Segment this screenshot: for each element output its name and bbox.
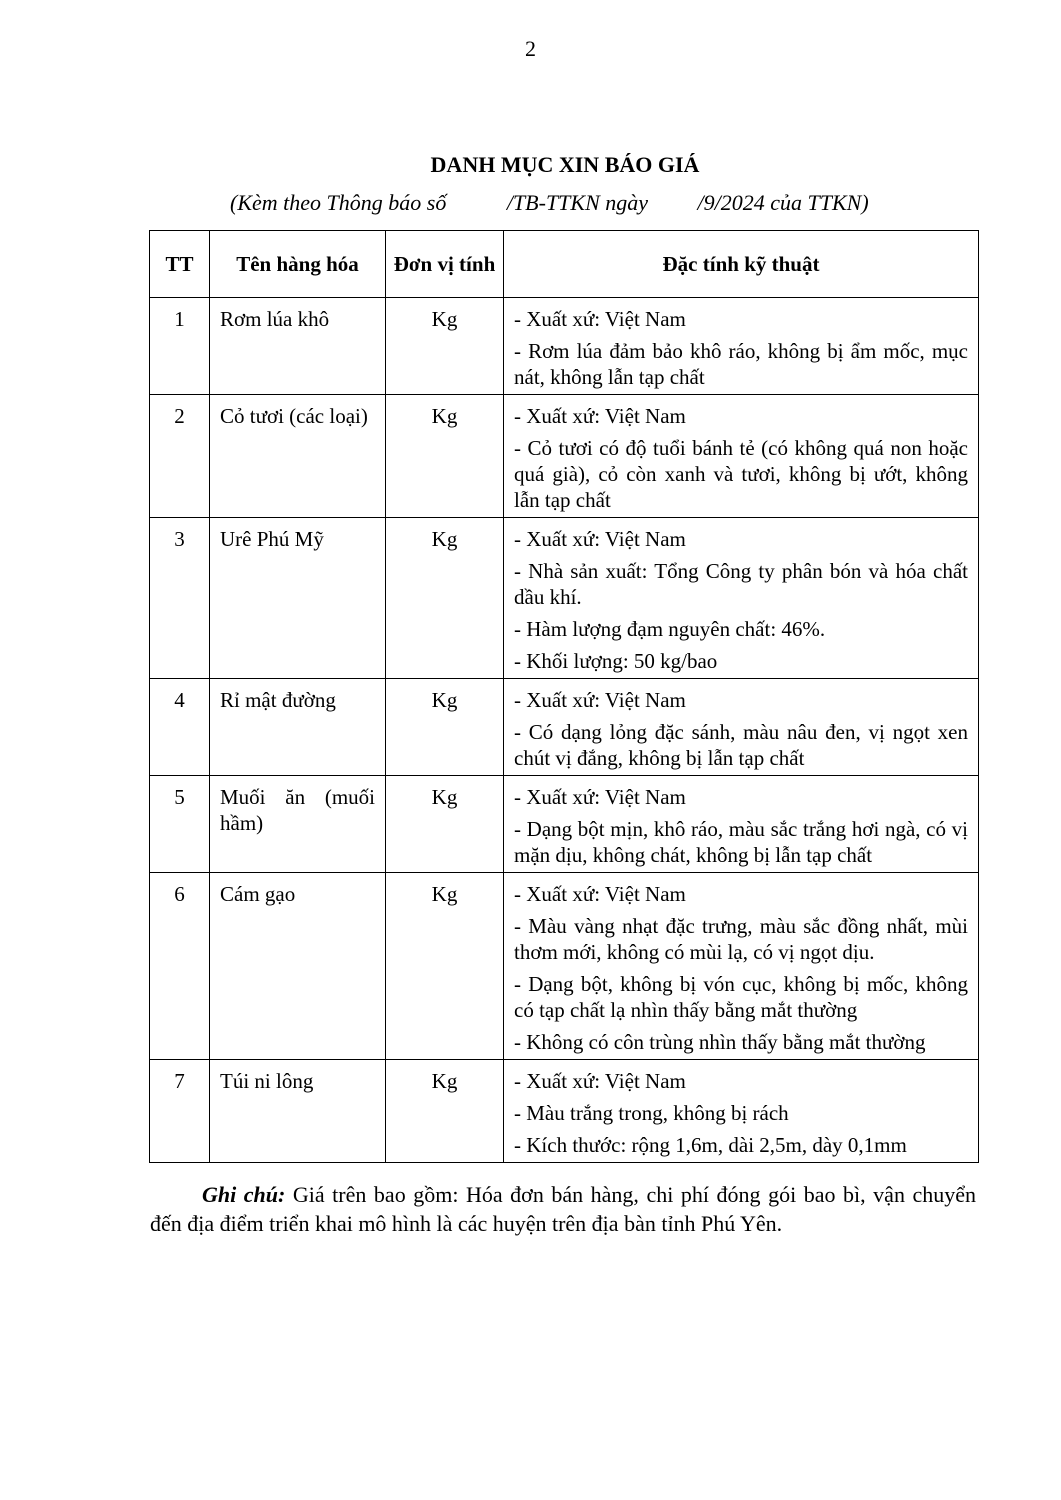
- table-row: [150, 518, 979, 679]
- item-name: Rơm lúa khô: [210, 298, 386, 395]
- item-unit: Kg: [386, 298, 504, 395]
- spec-line: - Nhà sản xuất: Tổng Công ty phân bón và hóa chất dầu khí.: [514, 559, 968, 609]
- header-tt: TT: [150, 231, 210, 298]
- document-subtitle: (Kèm theo Thông báo số /TB-TTKN ngày /9/2024 của TTKN): [230, 190, 869, 215]
- table-row: [150, 395, 979, 518]
- item-unit: Kg: [386, 776, 504, 873]
- spec-line: - Cỏ tươi có độ tuổi bánh tẻ (có không quá non hoặc quá già), cỏ còn xanh và tươi, không bị ướt, không lẫn tạp chất: [514, 436, 968, 512]
- spec-line: - Xuất xứ: Việt Nam: [514, 785, 686, 809]
- spec-line: - Hàm lượng đạm nguyên chất: 46%.: [514, 617, 826, 641]
- spec-line: - Dạng bột, không bị vón cục, không bị mốc, không có tạp chất lạ nhìn thấy bằng mắt thường: [514, 972, 968, 1022]
- table-row: [150, 298, 979, 395]
- footnote-text: Giá trên bao gồm: Hóa đơn bán hàng, chi phí đóng gói bao bì, vận chuyển đến địa điểm triển khai mô hình là các huyện trên địa bàn tỉnh Phú Yên.: [150, 1182, 977, 1236]
- row-number: 6: [150, 873, 210, 1060]
- spec-line: - Xuất xứ: Việt Nam: [514, 527, 686, 551]
- row-number: 2: [150, 395, 210, 518]
- item-specs: [504, 873, 979, 1060]
- document-title: DANH MỤC XIN BÁO GIÁ: [430, 152, 700, 177]
- header-name: Tên hàng hóa: [210, 231, 386, 298]
- spec-line: - Dạng bột mịn, khô ráo, màu sắc trắng hơi ngà, có vị mặn dịu, không chát, không bị lẫn tạp chất: [514, 817, 968, 867]
- row-number: 5: [150, 776, 210, 873]
- spec-line: - Xuất xứ: Việt Nam: [514, 307, 686, 331]
- table-row: [150, 1060, 979, 1163]
- item-unit: Kg: [386, 873, 504, 1060]
- spec-line: - Xuất xứ: Việt Nam: [514, 882, 686, 906]
- item-unit: Kg: [386, 518, 504, 679]
- item-specs: [504, 395, 979, 518]
- item-name: Cám gạo: [210, 873, 386, 1060]
- item-specs: [504, 298, 979, 395]
- table-row: [150, 776, 979, 873]
- item-specs: [504, 776, 979, 873]
- spec-line: - Rơm lúa đảm bảo khô ráo, không bị ẩm mốc, mục nát, không lẫn tạp chất: [514, 339, 968, 389]
- footnote-label: Ghi chú:: [202, 1182, 286, 1207]
- item-specs: [504, 679, 979, 776]
- item-name: Rỉ mật đường: [210, 679, 386, 776]
- spec-line: - Có dạng lỏng đặc sánh, màu nâu đen, vị ngọt xen chút vị đắng, không bị lẫn tạp chất: [514, 720, 968, 770]
- spec-line: - Không có côn trùng nhìn thấy bằng mắt thường: [514, 1030, 926, 1054]
- row-number: 7: [150, 1060, 210, 1163]
- spec-line: - Xuất xứ: Việt Nam: [514, 404, 686, 428]
- spec-line: - Khối lượng: 50 kg/bao: [514, 649, 718, 673]
- footnote: [150, 1180, 976, 1238]
- spec-line: - Màu vàng nhạt đặc trưng, màu sắc đồng nhất, mùi thơm mới, không có mùi lạ, có vị ngọt dịu.: [514, 914, 968, 964]
- row-number: 3: [150, 518, 210, 679]
- spec-line: - Xuất xứ: Việt Nam: [514, 688, 686, 712]
- price-list-table: [149, 230, 979, 1163]
- item-name: Muối ăn (muối hầm): [210, 776, 386, 873]
- spec-line: - Màu trắng trong, không bị rách: [514, 1101, 789, 1125]
- item-unit: Kg: [386, 1060, 504, 1163]
- header-spec: Đặc tính kỹ thuật: [504, 231, 979, 298]
- header-unit: Đơn vị tính: [386, 231, 504, 298]
- item-unit: Kg: [386, 679, 504, 776]
- item-specs: [504, 518, 979, 679]
- item-specs: [504, 1060, 979, 1163]
- item-name: Cỏ tươi (các loại): [210, 395, 386, 518]
- item-name: Túi ni lông: [210, 1060, 386, 1163]
- item-unit: Kg: [386, 395, 504, 518]
- page-number: 2: [525, 36, 536, 61]
- table-row: [150, 679, 979, 776]
- table-body: [150, 298, 979, 1163]
- spec-line: - Xuất xứ: Việt Nam: [514, 1069, 686, 1093]
- item-name: Urê Phú Mỹ: [210, 518, 386, 679]
- row-number: 1: [150, 298, 210, 395]
- spec-line: - Kích thước: rộng 1,6m, dài 2,5m, dày 0,1mm: [514, 1133, 907, 1157]
- row-number: 4: [150, 679, 210, 776]
- table-row: [150, 873, 979, 1060]
- table-header-row: [150, 231, 979, 298]
